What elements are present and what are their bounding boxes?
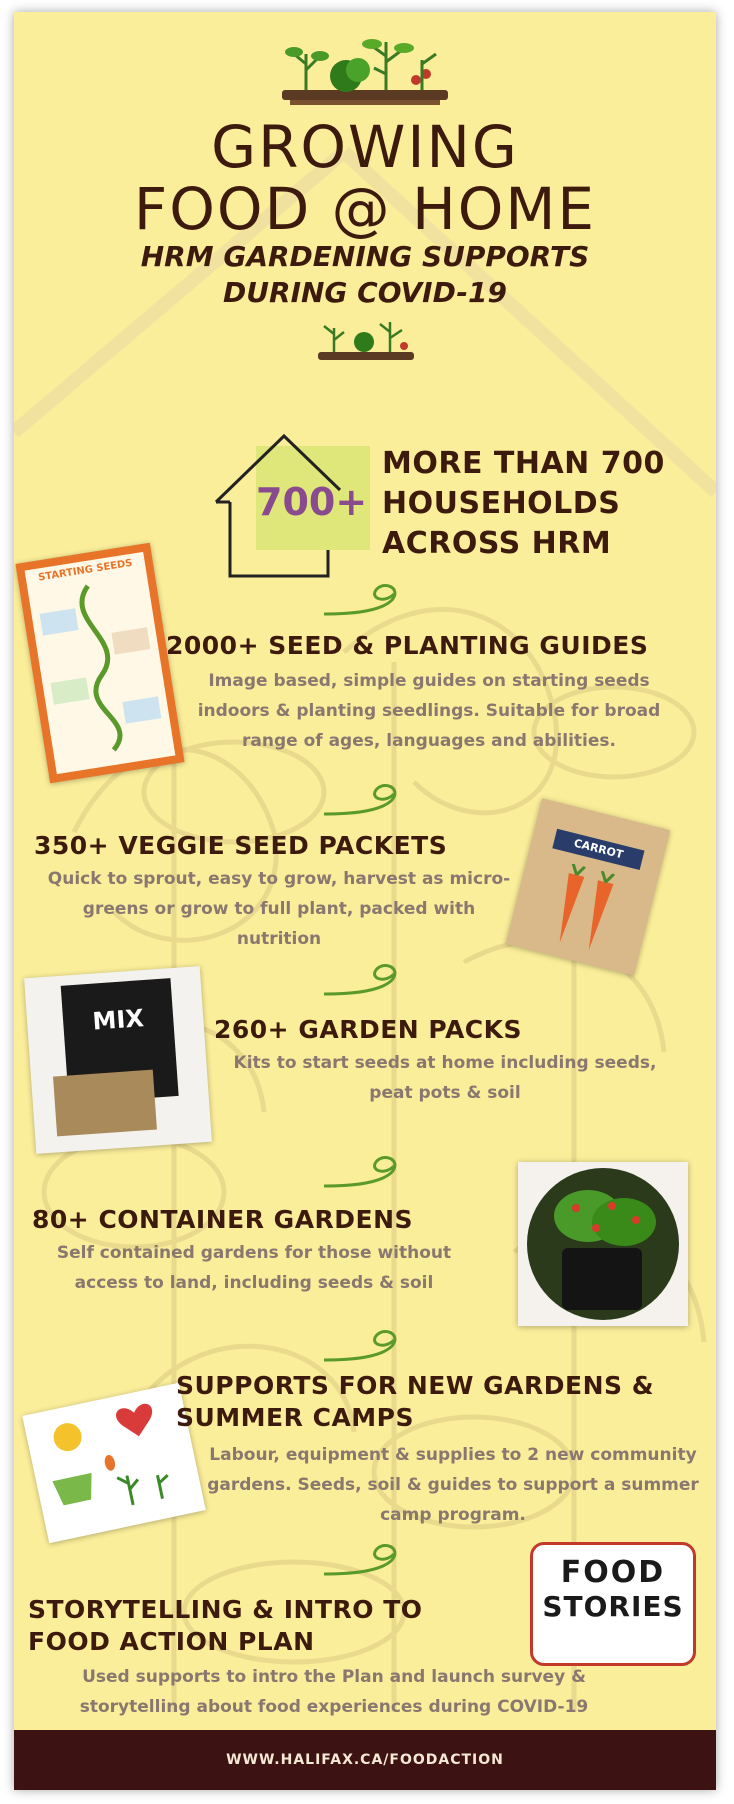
seed-guide-title: STARTING SEEDS (37, 557, 134, 584)
new-gardens-desc-line-1: Labour, equipment & supplies to 2 new community (209, 1445, 697, 1465)
swirl-divider-2 (320, 778, 416, 820)
seed-guides-desc-line-2: indoors & planting seedlings. Suitable for broad (197, 701, 661, 721)
swirl-divider-4 (320, 1150, 416, 1192)
swirl-divider-1 (320, 578, 416, 620)
seed-guides-desc-line-1: Image based, simple guides on starting seeds (208, 671, 650, 691)
container-gardens-heading: 80+ CONTAINER GARDENS (32, 1205, 414, 1234)
infographic-card (14, 12, 716, 1790)
title-line-2: FOOD @ HOME (133, 175, 597, 243)
storytelling-description (74, 1662, 594, 1722)
garden-pack-label: MIX (91, 1004, 145, 1036)
swirl-divider-5 (320, 1324, 416, 1366)
seed-guides-desc-line-3: range of ages, languages and abilities. (242, 731, 616, 751)
new-gardens-heading-line-2: SUMMER CAMPS (176, 1403, 414, 1432)
seed-guide-vine (27, 567, 174, 764)
container-gardens-desc-line-1: Self contained gardens for those without (56, 1243, 452, 1263)
footer-url[interactable]: WWW.HALIFAX.CA/FOODACTION (14, 1730, 716, 1790)
seed-packets-desc-line-2: greens or grow to full plant, packed with (82, 899, 476, 919)
storytelling-heading-line-2: FOOD ACTION PLAN (28, 1627, 315, 1656)
seed-packets-desc-line-3: nutrition (236, 929, 322, 949)
top-plants-illustration (276, 24, 454, 112)
households-line-2: HOUSEHOLDS (382, 486, 621, 521)
container-gardens-desc-line-2: access to land, including seeds & soil (74, 1273, 434, 1293)
subtitle-line-1: HRM GARDENING SUPPORTS (140, 240, 590, 273)
households-line-3: ACROSS HRM (382, 526, 612, 561)
food-stories-line-1: FOOD (560, 1555, 666, 1590)
new-gardens-desc-line-2: gardens. Seeds, soil & guides to support a summer (207, 1475, 699, 1495)
seed-packets-desc-line-1: Quick to sprout, easy to grow, harvest as micro- (47, 869, 511, 889)
small-plants-illustration (314, 312, 418, 368)
storytelling-desc-line-1: Used supports to intro the Plan and launch survey & (82, 1667, 586, 1687)
container-garden-photo (518, 1162, 688, 1326)
garden-packs-desc-line-2: peat pots & soil (369, 1083, 521, 1103)
seed-packet-label: CARROT (552, 829, 644, 870)
storytelling-desc-line-2: storytelling about food experiences during COVID-19 (79, 1697, 589, 1717)
garden-pack-image (24, 966, 212, 1154)
new-gardens-heading-line-1: SUPPORTS FOR NEW GARDENS & (176, 1371, 655, 1400)
seed-packets-description (34, 864, 524, 954)
container-garden-image (518, 1162, 688, 1326)
seed-guides-heading: 2000+ SEED & PLANTING GUIDES (166, 631, 649, 660)
carrot-icon (537, 860, 631, 960)
swirl-divider-3 (320, 958, 416, 1000)
households-line-1: MORE THAN 700 (382, 446, 665, 481)
seed-packets-heading: 350+ VEGGIE SEED PACKETS (34, 831, 448, 860)
garden-packs-heading: 260+ GARDEN PACKS (214, 1015, 523, 1044)
swirl-divider-6 (320, 1538, 416, 1580)
food-stories-logo (530, 1542, 696, 1666)
food-stories-line-2: STORIES (542, 1590, 684, 1623)
storytelling-heading-line-1: STORYTELLING & INTRO TO (28, 1595, 423, 1624)
seed-guides-description (184, 666, 674, 756)
container-gardens-description (34, 1238, 474, 1298)
new-gardens-description (198, 1440, 708, 1530)
households-badge: 700+ (256, 480, 368, 524)
peat-pots (53, 1070, 157, 1137)
title-line-1: GROWING (211, 113, 519, 181)
new-gardens-desc-line-3: camp program. (380, 1505, 526, 1525)
garden-packs-desc-line-1: Kits to start seeds at home including seeds, (233, 1053, 657, 1073)
subtitle-line-2: DURING COVID-19 (223, 276, 507, 309)
garden-packs-description (200, 1048, 690, 1108)
